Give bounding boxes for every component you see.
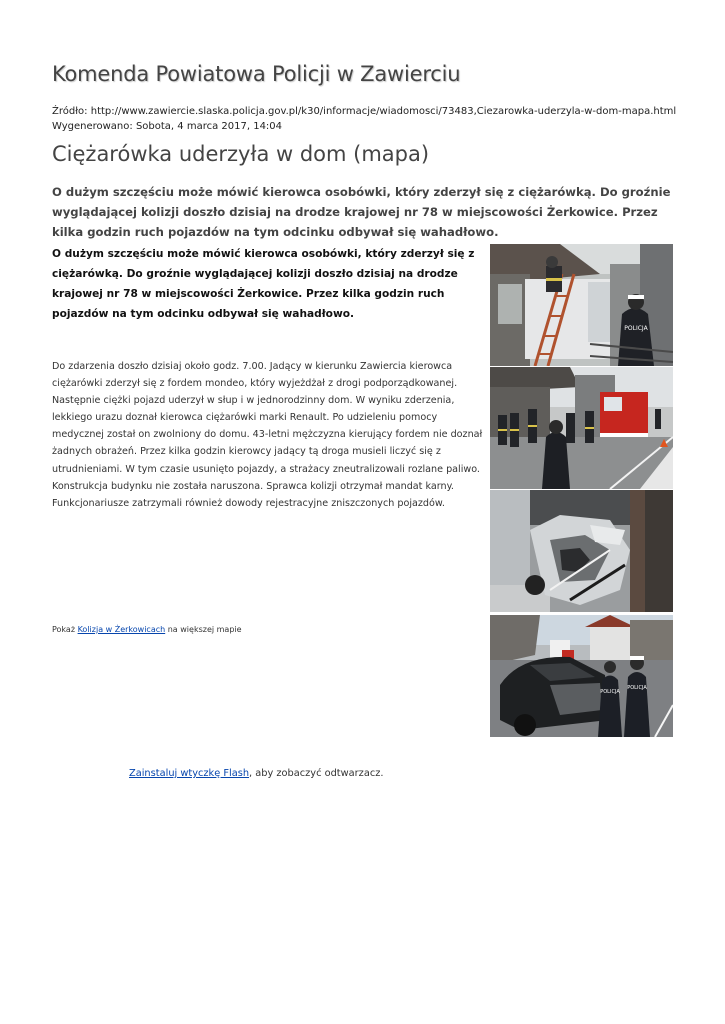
generated-label: Wygenerowano: [52,121,133,132]
flash-note [129,768,383,779]
map-link[interactable]: Kolizja w Żerkowicach [77,625,166,634]
map-note [52,625,242,634]
photo1-police-badge: POLICJA [624,325,648,332]
article-body: Do zdarzenia doszło dzisiaj około godz. 7.00. Jadący w kierunku Zawiercia kierowca ciężarówki zderzył się z fordem mondeo, który wyjeżdżał z drogi podporządkowanej. Następnie ciężki pojazd uderzył w słup i w jednorodzinny dom. W wyniku zderzenia, lekkiego urazu doznał kierowca ciężarówki marki Renault. Po udzieleniu pomocy medycznej został on zwolniony do domu. 43-letni mężczyzna kierujący fordem nie doznał żadnych obrażeń. Przez kilka godzin kierowcy jadący tą droga musieli liczyć się z utrudnieniami. W tym czasie usunięto pojazdy, a strażacy zneutralizowali rozlane paliwo. Konstrukcja budynku nie została naruszona. Sprawca kolizji otrzymał mandat karny. Funkcjonariusze zatrzymali również dowody rejestracyjne zniszczonych pojazdów. [52,361,483,509]
source-line [52,104,676,119]
photo4-police-badge-2: POLICJA [627,685,647,691]
map-note-prefix: Pokaż [52,625,76,634]
source-url: http://www.zawiercie.slaska.policja.gov.pl/k30/informacje/wiadomosci/73483,Ciezarowka-uderzyla-w-dom-mapa.html [90,106,677,117]
flash-note-suffix: , aby zobaczyć odtwarzacz. [249,768,384,779]
photo4-police-badge-1: POLICJA [600,689,620,695]
photo-firefighter-ladder [490,244,673,366]
install-flash-link[interactable]: Zainstaluj wtyczkę Flash [129,768,250,779]
photo-fire-truck-road [490,367,673,489]
generated-date: Sobota, 4 marca 2017, 14:04 [135,121,283,132]
photo-crushed-car [490,490,673,612]
photo-police-damaged-car [490,615,673,737]
article-lead-repeat: O dużym szczęściu może mówić kierowca osobówki, który zderzył się z ciężarówką. Do groźnie wyglądającej kolizji doszło dzisiaj na drodze krajowej nr 78 w miejscowości Żerkowice. Przez kilka godzin ruch pojazdów na tym odcinku odbywał się wahadłowo. [52,248,475,320]
source-label: Źródło: [52,106,88,117]
map-note-suffix: na większej mapie [167,625,242,634]
generated-line [52,119,676,134]
source-meta [52,104,676,134]
article-lead: O dużym szczęściu może mówić kierowca osobówki, który zderzył się z ciężarówką. Do groźnie wyglądającej kolizji doszło dzisiaj na drodze krajowej nr 78 w miejscowości Żerkowice. Przez kilka godzin ruch pojazdów na tym odcinku odbywał się wahadłowo. [52,185,671,239]
site-title: Komenda Powiatowa Policji w Zawierciu [52,62,461,86]
article-title: Ciężarówka uderzyła w dom (mapa) [52,142,430,166]
